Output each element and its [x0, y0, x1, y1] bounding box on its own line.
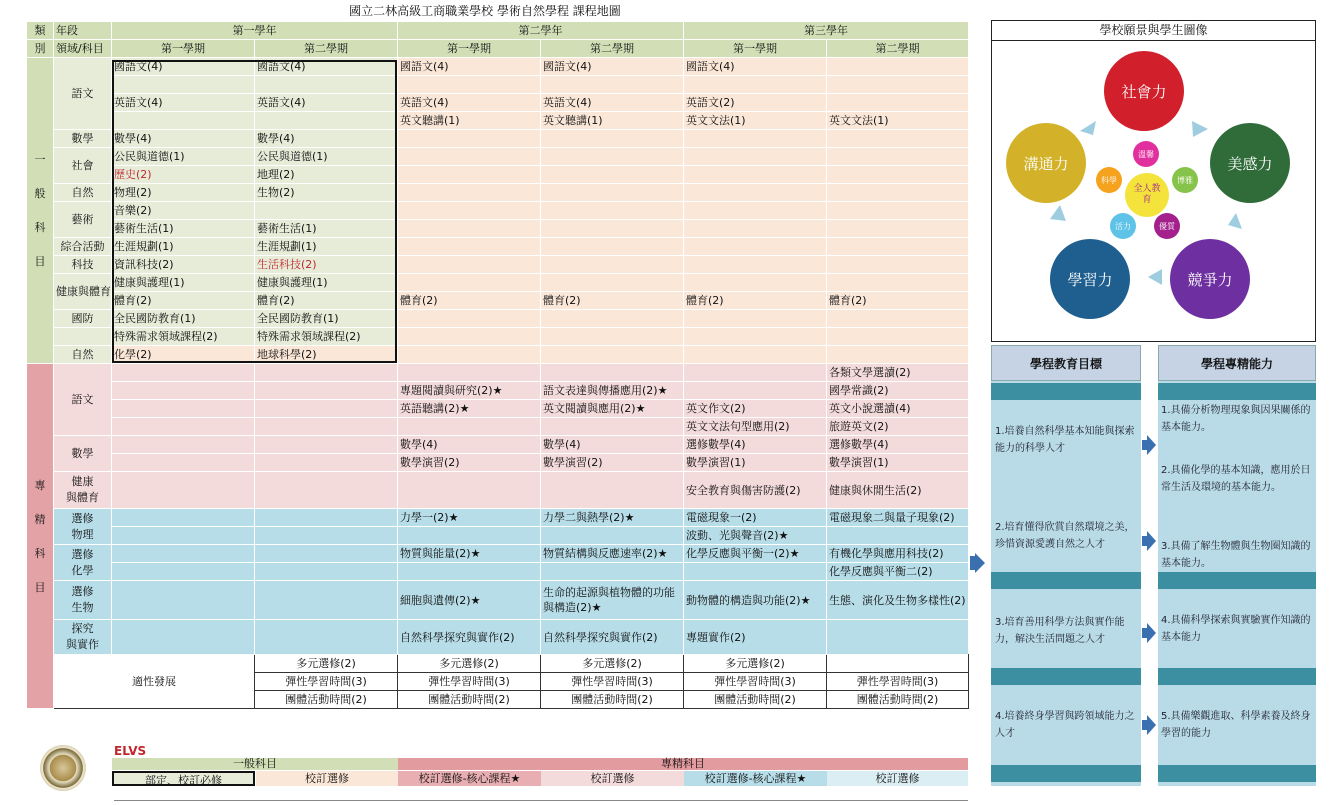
course-cell: 團體活動時間(2)	[255, 691, 398, 709]
arrow-icon	[1192, 121, 1208, 137]
header-cat-bottom: 別	[27, 40, 54, 58]
course-cell	[398, 472, 541, 509]
course-cell: 體育(2)	[255, 292, 398, 310]
ability-item: 3.具備了解生物體與生物圈知識的基本能力。	[1161, 541, 1311, 569]
empty-cell	[541, 184, 684, 202]
course-cell: 安全教育與傷害防護(2)	[684, 472, 827, 509]
course-cell	[827, 58, 969, 76]
band	[991, 383, 1141, 400]
course-cell	[255, 545, 398, 563]
empty-cell	[684, 184, 827, 202]
domain-label: 數學	[54, 130, 112, 148]
empty-cell	[684, 130, 827, 148]
course-cell	[541, 472, 684, 509]
band	[991, 572, 1141, 589]
ability-item: 2.具備化學的基本知識，應用於日常生活及環境的基本能力。	[1161, 465, 1311, 493]
course-cell: 力學一(2)★	[398, 509, 541, 527]
vision-title: 學校願景與學生圖像	[992, 21, 1315, 41]
goal-item: 4.培養終身學習與跨領域能力之人才	[995, 711, 1135, 739]
arrow-right-icon	[975, 553, 985, 573]
vision-inner: 優質	[1154, 213, 1180, 239]
curriculum-table	[26, 21, 969, 709]
course-cell: 資訊科技(2)	[112, 256, 255, 274]
header-year-3: 第三學年	[684, 22, 969, 40]
empty-cell	[541, 328, 684, 346]
empty-cell	[398, 310, 541, 328]
course-cell: 全民國防教育(1)	[112, 310, 255, 328]
domain-label-line: 選修	[71, 547, 94, 561]
course-cell	[398, 418, 541, 436]
course-cell	[255, 382, 398, 400]
goals-title: 學程教育目標	[991, 345, 1141, 381]
empty-cell	[398, 202, 541, 220]
course-cell: 全民國防教育(1)	[255, 310, 398, 328]
course-cell: 物質與能量(2)★	[398, 545, 541, 563]
course-cell	[827, 620, 969, 655]
domain-label	[54, 581, 112, 620]
domain-label	[54, 364, 112, 436]
course-cell: 藝術生活(1)	[112, 220, 255, 238]
course-cell: 體育(2)	[541, 292, 684, 310]
empty-cell	[827, 310, 969, 328]
course-cell	[398, 563, 541, 581]
course-cell: 物質結構與反應速率(2)★	[541, 545, 684, 563]
vision-circle-social: 社會力	[1104, 51, 1184, 131]
course-cell: 專題實作(2)	[684, 620, 827, 655]
course-cell	[255, 418, 398, 436]
course-cell: 動物體的構造與功能(2)★	[684, 581, 827, 620]
course-cell	[684, 382, 827, 400]
vision-panel	[991, 20, 1316, 342]
domain-label: 國防	[54, 310, 112, 328]
course-cell	[112, 454, 255, 472]
band	[991, 765, 1141, 782]
course-cell: 英文聽講(1)	[398, 112, 541, 130]
course-cell: 生活科技(2)	[255, 256, 398, 274]
course-cell: 旅遊英文(2)	[827, 418, 969, 436]
course-cell	[112, 400, 255, 418]
course-cell: 數學演習(1)	[827, 454, 969, 472]
adaptive-label: 適性發展	[54, 655, 255, 709]
course-cell	[112, 527, 255, 545]
header-semester: 第一學期	[398, 40, 541, 58]
course-cell: 化學反應與平衡一(2)★	[684, 545, 827, 563]
vision-center: 全人教育	[1125, 173, 1169, 217]
empty-cell	[827, 130, 969, 148]
header-semester: 第二學期	[541, 40, 684, 58]
course-cell	[827, 94, 969, 112]
empty-cell	[541, 166, 684, 184]
empty-cell	[398, 184, 541, 202]
course-cell: 生涯規劃(1)	[255, 238, 398, 256]
empty-cell	[684, 220, 827, 238]
course-cell: 彈性學習時間(3)	[255, 673, 398, 691]
header-domain: 領域/科目	[54, 40, 112, 58]
course-cell: 數學(4)	[255, 130, 398, 148]
abilities-title: 學程專精能力	[1158, 345, 1316, 381]
empty-cell	[541, 274, 684, 292]
course-cell: 地球科學(2)	[255, 346, 398, 364]
course-cell: 數學演習(2)	[541, 454, 684, 472]
course-cell	[255, 112, 398, 130]
course-cell: 特殊需求領域課程(2)	[255, 328, 398, 346]
empty-cell	[684, 310, 827, 328]
empty-cell	[541, 202, 684, 220]
course-cell: 國學常識(2)	[827, 382, 969, 400]
domain-label	[54, 620, 112, 655]
empty-cell	[684, 346, 827, 364]
course-cell	[112, 545, 255, 563]
empty-cell	[541, 238, 684, 256]
empty-cell	[398, 166, 541, 184]
course-cell: 團體活動時間(2)	[398, 691, 541, 709]
course-cell: 生態、演化及生物多樣性(2)	[827, 581, 969, 620]
course-cell	[255, 581, 398, 620]
empty-cell	[398, 346, 541, 364]
arrow-right-icon	[1147, 435, 1156, 455]
empty-cell	[398, 76, 541, 94]
course-cell: 數學演習(1)	[684, 454, 827, 472]
empty-cell	[398, 238, 541, 256]
empty-cell	[684, 238, 827, 256]
course-cell: 彈性學習時間(3)	[541, 673, 684, 691]
vision-circle-aesthetic: 美感力	[1210, 123, 1290, 203]
empty-cell	[398, 328, 541, 346]
course-cell: 國語文(4)	[684, 58, 827, 76]
course-cell: 生物(2)	[255, 184, 398, 202]
course-cell: 英文閱讀與應用(2)★	[541, 400, 684, 418]
school-logo	[40, 745, 86, 791]
course-cell: 數學演習(2)	[398, 454, 541, 472]
divider	[114, 800, 968, 801]
course-cell	[112, 563, 255, 581]
course-cell: 健康與護理(1)	[112, 274, 255, 292]
header-semester: 第二學期	[827, 40, 969, 58]
course-cell: 電磁現象二與量子現象(2)	[827, 509, 969, 527]
course-cell: 體育(2)	[827, 292, 969, 310]
empty-cell	[827, 148, 969, 166]
course-cell	[684, 563, 827, 581]
band	[1158, 572, 1316, 589]
empty-cell	[398, 256, 541, 274]
domain-label: 藝術	[54, 202, 112, 238]
course-cell: 英文文法句型應用(2)	[684, 418, 827, 436]
category-pro: 專 精 科 目	[27, 364, 54, 709]
course-cell	[255, 454, 398, 472]
domain-label	[54, 509, 112, 545]
course-cell: 國語文(4)	[541, 58, 684, 76]
course-cell: 化學(2)	[112, 346, 255, 364]
course-cell: 細胞與遺傳(2)★	[398, 581, 541, 620]
band	[1158, 668, 1316, 685]
course-cell	[112, 472, 255, 509]
empty-cell	[827, 274, 969, 292]
empty-cell	[541, 220, 684, 238]
course-cell: 各類文學選讀(2)	[827, 364, 969, 382]
empty-cell	[684, 166, 827, 184]
empty-cell	[541, 148, 684, 166]
course-cell: 體育(2)	[112, 292, 255, 310]
domain-label-line: 與實作	[66, 638, 99, 651]
vision-inner: 科學	[1096, 167, 1122, 193]
course-cell: 英語文(4)	[255, 94, 398, 112]
domain-label-line: 選修	[71, 511, 94, 525]
brand-mark: ELVS	[114, 744, 147, 758]
course-cell: 彈性學習時間(3)	[827, 673, 969, 691]
domain-label: 健康與體育	[54, 274, 112, 310]
course-cell: 力學二與熱學(2)★	[541, 509, 684, 527]
legend-item: 校訂選修	[256, 771, 398, 786]
course-cell	[541, 418, 684, 436]
course-cell: 多元選修(2)	[398, 655, 541, 673]
course-cell: 國語文(4)	[255, 58, 398, 76]
empty-cell	[541, 130, 684, 148]
course-cell: 英文聽講(1)	[541, 112, 684, 130]
empty-cell	[112, 76, 255, 94]
course-cell: 生涯規劃(1)	[112, 238, 255, 256]
course-cell	[255, 202, 398, 220]
ability-item: 5.具備樂觀進取、科學素養及終身學習的能力	[1161, 711, 1311, 739]
domain-label-line: 生物	[71, 601, 94, 614]
empty-cell	[255, 76, 398, 94]
course-cell: 有機化學與應用科技(2)	[827, 545, 969, 563]
domain-label	[54, 472, 112, 509]
course-cell: 歷史(2)	[112, 166, 255, 184]
course-cell: 英語文(4)	[112, 94, 255, 112]
empty-cell	[827, 238, 969, 256]
course-cell: 生命的起源與植物體的功能與構造(2)★	[541, 581, 684, 620]
domain-label-line: 化學	[71, 563, 94, 577]
course-cell	[255, 509, 398, 527]
course-cell: 彈性學習時間(3)	[684, 673, 827, 691]
band	[991, 668, 1141, 685]
course-cell: 英語文(4)	[398, 94, 541, 112]
course-cell: 化學反應與平衡二(2)	[827, 563, 969, 581]
course-cell: 英語文(2)	[684, 94, 827, 112]
course-cell	[255, 527, 398, 545]
domain-label-line: 健康	[71, 475, 94, 488]
course-cell	[255, 400, 398, 418]
arrow-right-icon	[1147, 531, 1156, 551]
empty-cell	[398, 148, 541, 166]
domain-label-line: 語文	[71, 392, 94, 406]
domain-label: 自然	[54, 184, 112, 202]
empty-cell	[827, 328, 969, 346]
course-cell	[255, 364, 398, 382]
vision-circle-learning: 學習力	[1050, 239, 1130, 319]
goal-item: 2.培育懂得欣賞自然環境之美，珍惜資源愛護自然之人才	[995, 522, 1135, 550]
ability-item: 1.具備分析物理現象與因果關係的基本能力。	[1161, 405, 1311, 433]
course-cell: 藝術生活(1)	[255, 220, 398, 238]
course-cell	[112, 436, 255, 454]
goal-item: 1.培養自然科學基本知能與探索能力的科學人才	[995, 426, 1135, 454]
domain-label-line: 與體育	[66, 491, 99, 504]
domain-label-line: 物理	[71, 527, 94, 541]
empty-cell	[684, 328, 827, 346]
ability-item: 4.具備科學探索與實驗實作知識的基本能力	[1161, 615, 1311, 643]
legend-pro-bar: 專精科目	[398, 758, 968, 770]
course-cell: 英語文(4)	[541, 94, 684, 112]
course-cell	[255, 436, 398, 454]
domain-label: 自然	[54, 346, 112, 364]
course-cell	[255, 620, 398, 655]
course-cell	[112, 418, 255, 436]
empty-cell	[684, 202, 827, 220]
band	[1158, 383, 1316, 400]
page-title: 國立二林高級工商職業學校 學術自然學程 課程地圖	[349, 4, 621, 18]
course-cell: 數學(4)	[112, 130, 255, 148]
domain-label: 社會	[54, 148, 112, 184]
course-cell: 健康與護理(1)	[255, 274, 398, 292]
empty-cell	[827, 220, 969, 238]
empty-cell	[827, 256, 969, 274]
empty-cell	[827, 184, 969, 202]
domain-label-line: 選修	[71, 585, 94, 598]
header-semester: 第二學期	[255, 40, 398, 58]
empty-cell	[684, 274, 827, 292]
domain-label: 綜合活動	[54, 238, 112, 256]
band	[1158, 765, 1316, 782]
course-cell	[112, 112, 255, 130]
course-cell: 英文作文(2)	[684, 400, 827, 418]
empty-cell	[827, 346, 969, 364]
domain-label-line: 數學	[71, 446, 94, 460]
course-cell: 自然科學探究與實作(2)	[541, 620, 684, 655]
course-cell	[684, 364, 827, 382]
category-general: 一 般 科 目	[27, 58, 54, 364]
course-cell: 特殊需求領域課程(2)	[112, 328, 255, 346]
course-cell: 專題閱讀與研究(2)★	[398, 382, 541, 400]
empty-cell	[54, 328, 112, 346]
course-cell: 國語文(4)	[398, 58, 541, 76]
course-cell: 公民與道德(1)	[255, 148, 398, 166]
arrow-right-icon	[1147, 715, 1156, 735]
legend-item: 校訂選修-核心課程★	[684, 771, 827, 786]
vision-circle-competitive: 競爭力	[1170, 239, 1250, 319]
course-cell: 多元選修(2)	[684, 655, 827, 673]
course-cell: 國語文(4)	[112, 58, 255, 76]
empty-cell	[541, 256, 684, 274]
empty-cell	[827, 76, 969, 94]
course-cell: 波動、光與聲音(2)★	[684, 527, 827, 545]
course-cell: 多元選修(2)	[541, 655, 684, 673]
course-cell: 團體活動時間(2)	[541, 691, 684, 709]
empty-cell	[398, 130, 541, 148]
course-cell	[398, 527, 541, 545]
course-cell: 公民與道德(1)	[112, 148, 255, 166]
arrow-right-icon	[1147, 623, 1156, 643]
course-cell	[541, 563, 684, 581]
domain-label-line: 探究	[71, 622, 94, 635]
course-cell: 多元選修(2)	[255, 655, 398, 673]
vision-inner: 博雅	[1172, 167, 1198, 193]
domain-label: 科技	[54, 256, 112, 274]
empty-cell	[684, 76, 827, 94]
course-cell: 數學(4)	[541, 436, 684, 454]
empty-cell	[541, 76, 684, 94]
course-cell	[541, 527, 684, 545]
header-year-1: 第一學年	[112, 22, 398, 40]
course-cell: 音樂(2)	[112, 202, 255, 220]
course-cell: 健康與休閒生活(2)	[827, 472, 969, 509]
course-cell: 體育(2)	[398, 292, 541, 310]
header-stage: 年段	[54, 22, 112, 40]
empty-cell	[398, 274, 541, 292]
goal-item: 3.培育善用科學方法與實作能力，解決生活問題之人才	[995, 617, 1125, 645]
course-cell	[255, 472, 398, 509]
arrow-icon	[1080, 121, 1096, 135]
vision-inner: 活力	[1110, 213, 1136, 239]
course-cell	[112, 620, 255, 655]
course-cell: 英語聽講(2)★	[398, 400, 541, 418]
course-cell: 團體活動時間(2)	[684, 691, 827, 709]
empty-cell	[684, 148, 827, 166]
course-cell: 彈性學習時間(3)	[398, 673, 541, 691]
course-cell	[827, 527, 969, 545]
course-cell: 語文表達與傳播應用(2)★	[541, 382, 684, 400]
course-cell: 選修數學(4)	[684, 436, 827, 454]
legend-item: 校訂選修	[827, 771, 968, 786]
course-cell	[112, 509, 255, 527]
course-cell: 自然科學探究與實作(2)	[398, 620, 541, 655]
course-cell: 選修數學(4)	[827, 436, 969, 454]
header-semester: 第一學期	[684, 40, 827, 58]
empty-cell	[541, 310, 684, 328]
course-cell	[112, 364, 255, 382]
empty-cell	[684, 256, 827, 274]
course-cell: 地理(2)	[255, 166, 398, 184]
vision-arrows	[992, 21, 1315, 341]
course-cell: 體育(2)	[684, 292, 827, 310]
course-cell: 物理(2)	[112, 184, 255, 202]
course-cell	[827, 655, 969, 673]
empty-cell	[541, 346, 684, 364]
legend-item: 校訂選修	[541, 771, 684, 786]
arrow-icon	[1050, 205, 1066, 221]
course-cell: 數學(4)	[398, 436, 541, 454]
empty-cell	[398, 220, 541, 238]
header-year-2: 第二學年	[398, 22, 684, 40]
arrow-icon	[1228, 213, 1242, 229]
course-cell: 英文小說選讀(4)	[827, 400, 969, 418]
course-cell	[541, 364, 684, 382]
header-semester: 第一學期	[112, 40, 255, 58]
course-cell: 團體活動時間(2)	[827, 691, 969, 709]
course-cell: 英文文法(1)	[827, 112, 969, 130]
arrow-icon	[1148, 269, 1162, 285]
course-cell: 英文文法(1)	[684, 112, 827, 130]
domain-label: 語文	[54, 58, 112, 130]
domain-label	[54, 436, 112, 472]
course-cell	[112, 382, 255, 400]
vision-inner: 溫馨	[1133, 141, 1159, 167]
course-cell	[398, 364, 541, 382]
vision-circle-communication: 溝通力	[1006, 123, 1086, 203]
legend-item: 部定、校訂必修	[112, 771, 255, 786]
empty-cell	[827, 202, 969, 220]
header-cat-top: 類	[27, 22, 54, 40]
domain-label	[54, 545, 112, 581]
course-cell	[112, 581, 255, 620]
empty-cell	[827, 166, 969, 184]
course-cell	[255, 563, 398, 581]
legend-item: 校訂選修-核心課程★	[398, 771, 541, 786]
legend-general-bar: 一般科目	[112, 758, 398, 770]
course-cell: 電磁現象一(2)	[684, 509, 827, 527]
